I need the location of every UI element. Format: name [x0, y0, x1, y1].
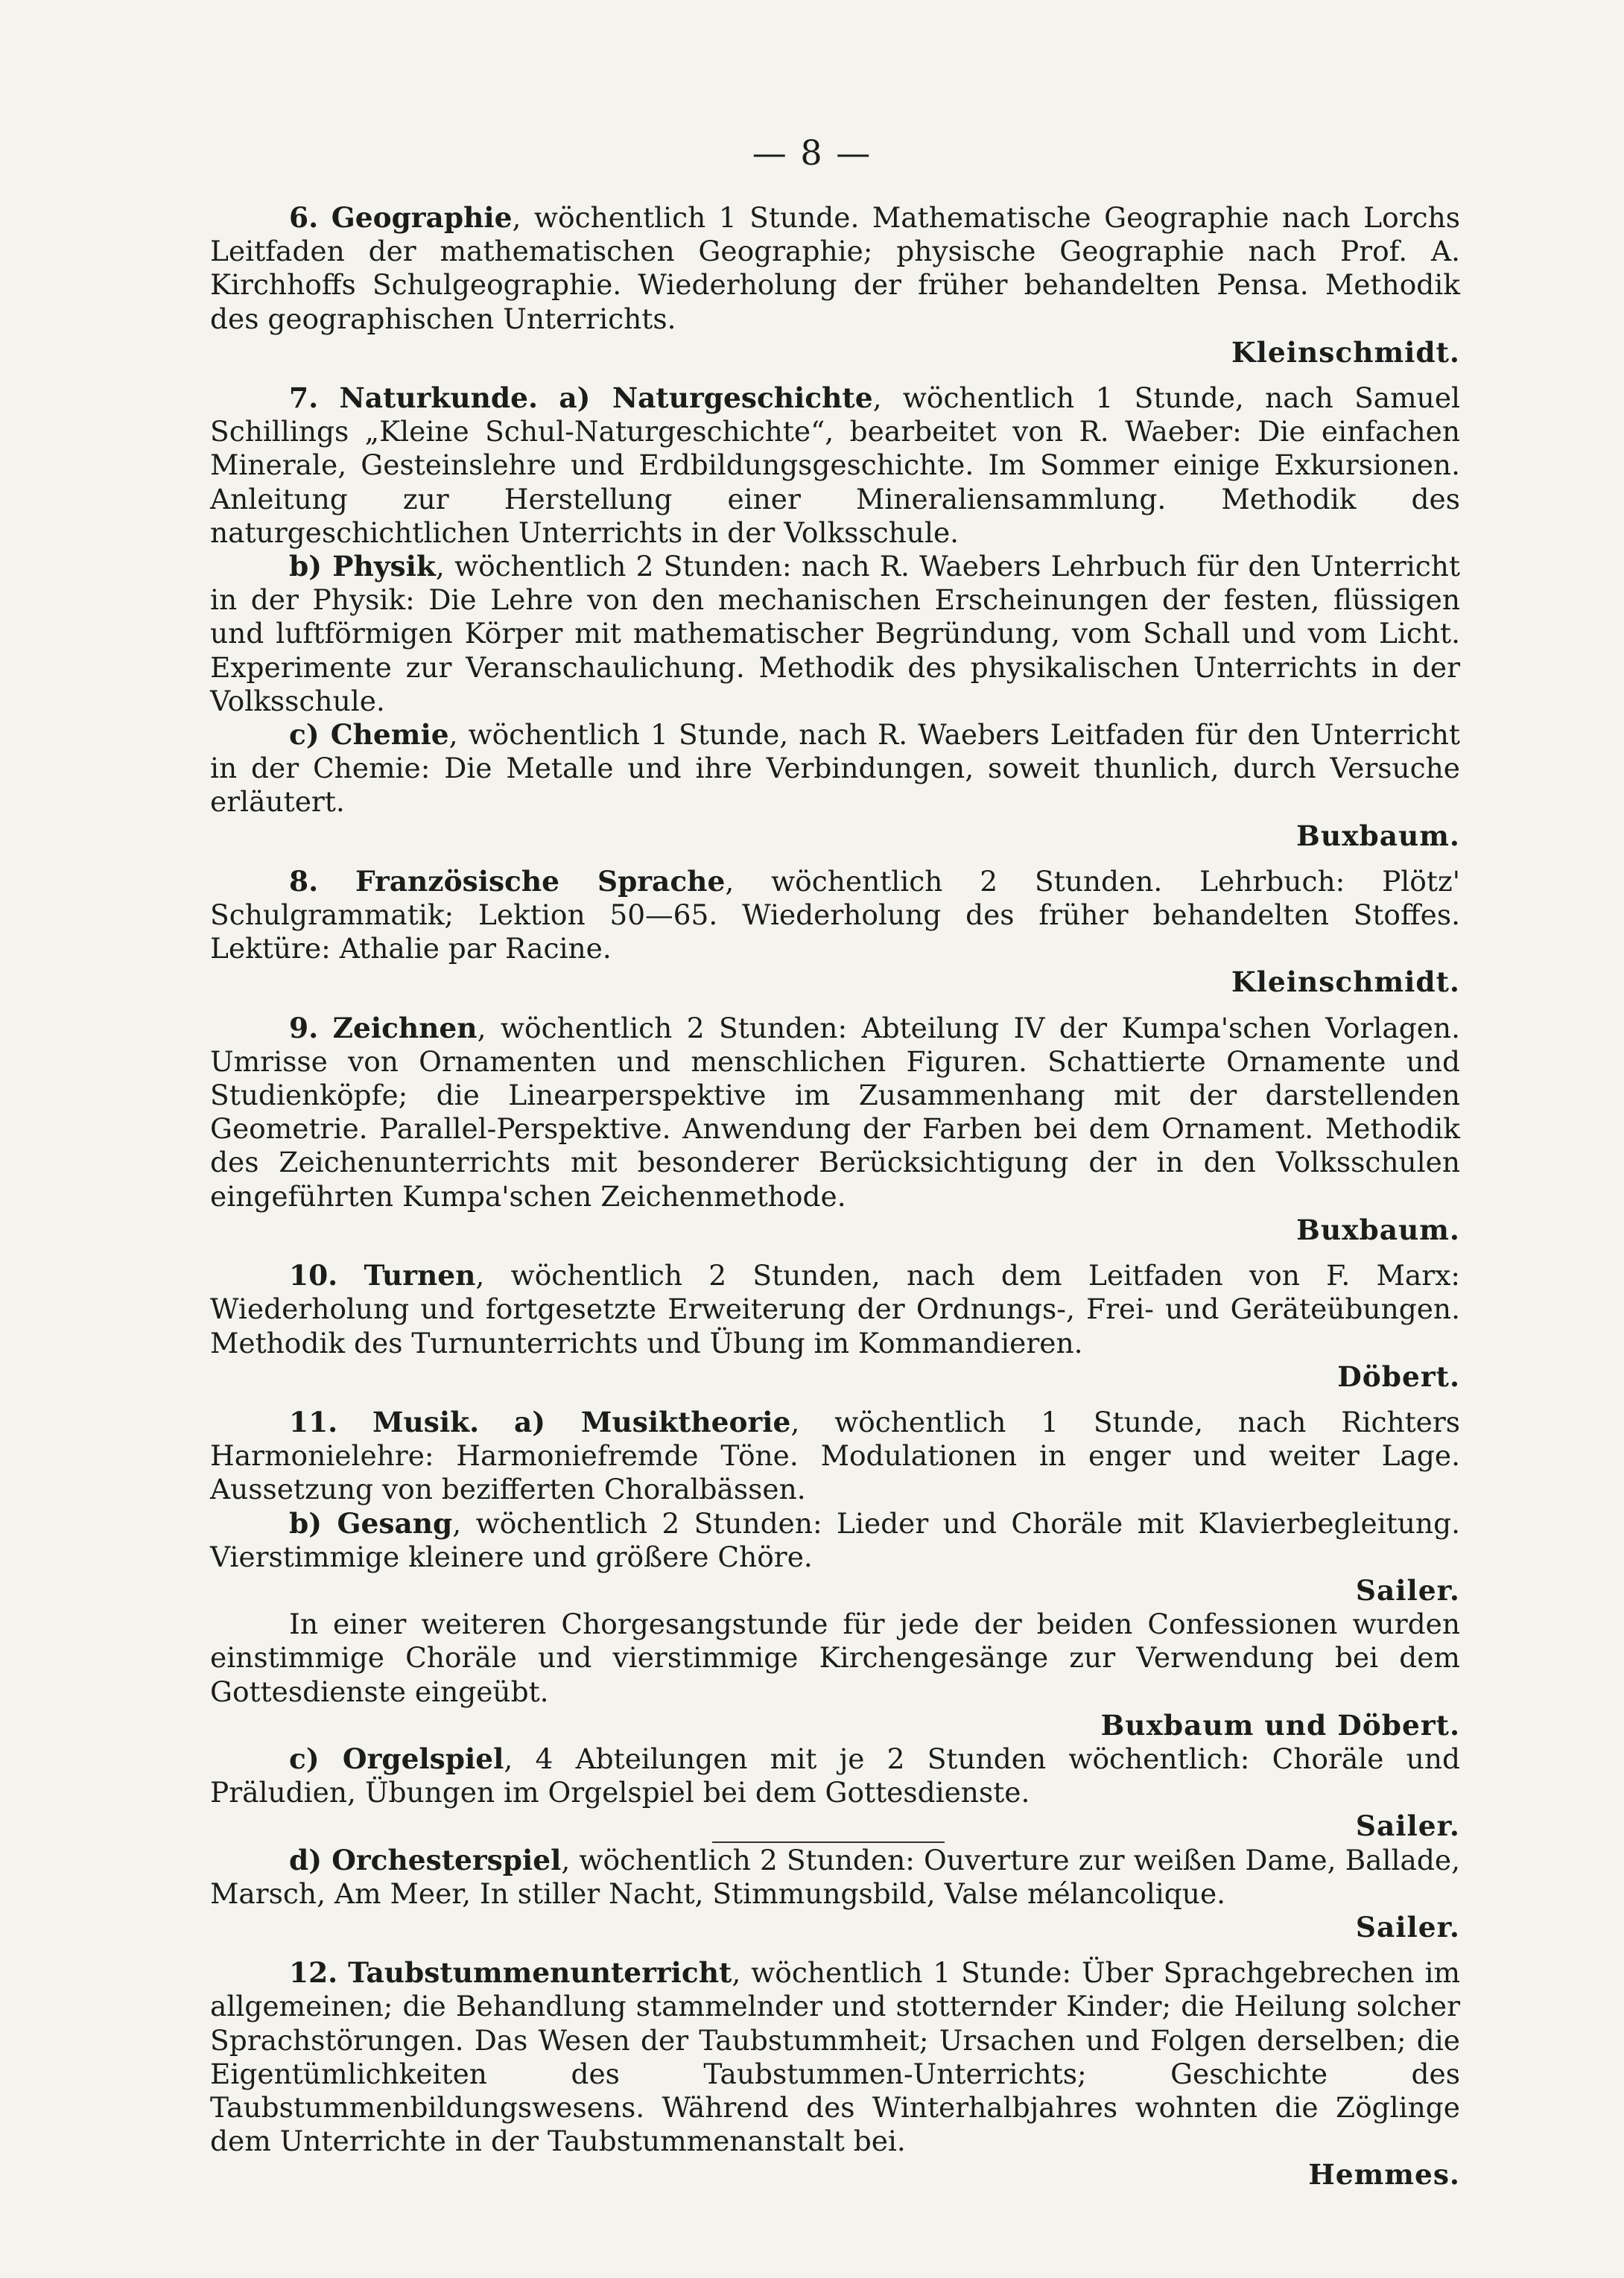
teacher-name: Sailer.: [1355, 1809, 1460, 1843]
subsection-heading: c) Chemie: [289, 718, 449, 752]
teacher-name: Buxbaum.: [1296, 1213, 1460, 1246]
page-number: — 8 —: [752, 133, 872, 173]
subsection-physics: [210, 550, 1460, 718]
section-heading: Taubstummenunterricht: [348, 1956, 732, 1990]
choir-paragraph: In einer weiteren Chorgesangstunde für jede der beiden Confessionen wurden einstimmige Choräle und vierstimmige Kirchengesänge zur Verwendung bei dem Gottesdienste eingeübt.: [210, 1608, 1460, 1708]
subsection-heading: b) Physik: [289, 550, 436, 583]
section-number: 9.: [289, 1011, 319, 1044]
subsection-text: , wöchentlich 1 Stunde, nach Samuel Schillings „Kleine Schul-Naturgeschichte“, bearbeitet von R. Waeber: Die einfachen Minerale, Gesteinslehre und Erdbildungsgeschichte. Im Sommer einige Exkursionen. Anleitung zur Herstellung einer Mineraliensammlung. Methodik des naturgeschichtlichen Unterrichts in der Volksschule.: [210, 381, 1461, 549]
section-text: , wöchentlich 2 Stunden: Abteilung IV der Kumpa'schen Vorlagen. Umrisse von Ornamenten und menschlichen Figuren. Schattierte Ornamente und Studienköpfe; die Linearperspektive im Zusammenhang mit der darstellenden Geometrie. Parallel-Perspektive. Anwendung der Farben bei dem Ornament. Methodik des Zeichenunterrichts mit besonderer Berücksichtigung der in den Volksschulen eingeführten Kumpa'schen Zeichenmethode.: [210, 1011, 1460, 1213]
section-text: , wöchentlich 1 Stunde. Mathematische Geographie nach Lorchs Leitfaden der mathematischen Geographie; physische Geographie nach Prof. A. Kirchhoffs Schulgeographie. Wiederholung der früher behandelten Pensa. Methodik des geographischen Unterrichts.: [210, 201, 1461, 335]
subsection-text: , 4 Abteilungen mit je 2 Stunden wöchentlich: Choräle und Präludien, Übungen im Orgelspiel bei dem Gottesdienste.: [210, 1742, 1460, 1809]
section-deaf: [210, 1956, 1460, 2158]
teacher-name: Buxbaum und Döbert.: [1100, 1708, 1460, 1742]
subsection-text: , wöchentlich 2 Stunden: nach R. Waebers Lehrbuch für den Unterricht in der Physik: Die Lehre von den mechanischen Erscheinungen der festen, flüssigen und luftförmigen Körper mit mathematischer Begründung, vom Schall und vom Licht. Experimente zur Veranschaulichung. Methodik des physikalischen Unterrichts in der Volksschule.: [210, 550, 1460, 717]
section-text: , wöchentlich 1 Stunde: Über Sprachgebrechen im allgemeinen; die Behandlung stammelnder und stotternder Kinder; die Heilung solcher Sprachstörungen. Das Wesen der Taubstummheit; Ursachen und Folgen derselben; die Eigentümlichkeiten des Taubstummen-Unterrichts; Geschichte des Taubstummenbildungswesens. Während des Winterhalbjahres wohnten die Zöglinge dem Unterrichte in der Taubstummenanstalt bei.: [210, 1956, 1461, 2158]
subsection-chemistry: [210, 718, 1460, 819]
teacher-name: Döbert.: [1337, 1359, 1460, 1393]
subsection-text: , wöchentlich 1 Stunde, nach Richters Harmonielehre: Harmoniefremde Töne. Modulationen in enger und weiter Lage. Aussetzung von bezifferten Choralbässen.: [210, 1405, 1461, 1506]
section-heading: Geographie: [331, 201, 513, 234]
section-number: 8.: [289, 864, 319, 898]
teacher-name: Kleinschmidt.: [1231, 335, 1460, 369]
section-text: , wöchentlich 2 Stunden, nach dem Leitfaden von F. Marx: Wiederholung und fortgesetzte Erweiterung der Ordnungs-, Frei- und Geräteübungen. Methodik des Turnunterrichts und Übung im Kommandieren.: [210, 1259, 1460, 1359]
teacher-name: Buxbaum.: [1296, 819, 1460, 852]
subsection-text: , wöchentlich 2 Stunden: Ouverture zur weißen Dame, Ballade, Marsch, Am Meer, In stiller Nacht, Stimmungsbild, Valse mélancolique.: [210, 1843, 1460, 1910]
section-heading: Naturkunde.: [339, 381, 539, 415]
teacher-name: Hemmes.: [1308, 2158, 1460, 2192]
section-text: , wöchentlich 2 Stunden. Lehrbuch: Plötz' Schulgrammatik; Lektion 50—65. Wiederholung des früher behandelten Stoffes. Lektüre: Athalie par Racine.: [210, 864, 1461, 965]
subsection-heading: b) Gesang: [289, 1506, 453, 1540]
subsection-text: , wöchentlich 1 Stunde, nach R. Waebers Leitfaden für den Unterricht in der Chemie: Die Metalle und ihre Verbindungen, soweit thunlich, durch Versuche erläutert.: [210, 718, 1460, 819]
section-music: [210, 1406, 1460, 1507]
section-drawing: [210, 1012, 1460, 1213]
subsection-heading: d) Orchesterspiel: [289, 1843, 562, 1876]
end-rule: [712, 1841, 945, 1843]
section-number: 10.: [289, 1259, 338, 1292]
teacher-name: Sailer.: [1355, 1573, 1460, 1607]
curriculum-text: [210, 201, 1460, 2192]
subsection-organ: [210, 1742, 1460, 1809]
subsection-text: , wöchentlich 2 Stunden: Lieder und Choräle mit Klavierbegleitung. Vierstimmige kleinere und größere Chöre.: [210, 1506, 1460, 1573]
section-number: 7.: [289, 381, 319, 415]
section-heading: Musik.: [372, 1405, 480, 1438]
teacher-name: Kleinschmidt.: [1231, 965, 1460, 999]
teacher-name: Sailer.: [1355, 1910, 1460, 1944]
section-number: 11.: [289, 1405, 338, 1438]
section-number: 6.: [289, 201, 319, 234]
section-number: 12.: [289, 1956, 338, 1990]
section-geography: [210, 201, 1460, 336]
subsection-singing: [210, 1507, 1460, 1574]
section-heading: Französische Sprache: [355, 864, 726, 898]
section-science: [210, 381, 1460, 550]
section-french: [210, 865, 1460, 966]
section-heading: Zeichnen: [332, 1011, 478, 1044]
subsection-heading: a) Musiktheorie: [513, 1405, 791, 1438]
subsection-orchestra: [210, 1844, 1460, 1911]
section-heading: Turnen: [364, 1259, 476, 1292]
section-gym: [210, 1259, 1460, 1360]
subsection-heading: a) Naturgeschichte: [559, 381, 873, 415]
subsection-heading: c) Orgelspiel: [289, 1742, 504, 1775]
